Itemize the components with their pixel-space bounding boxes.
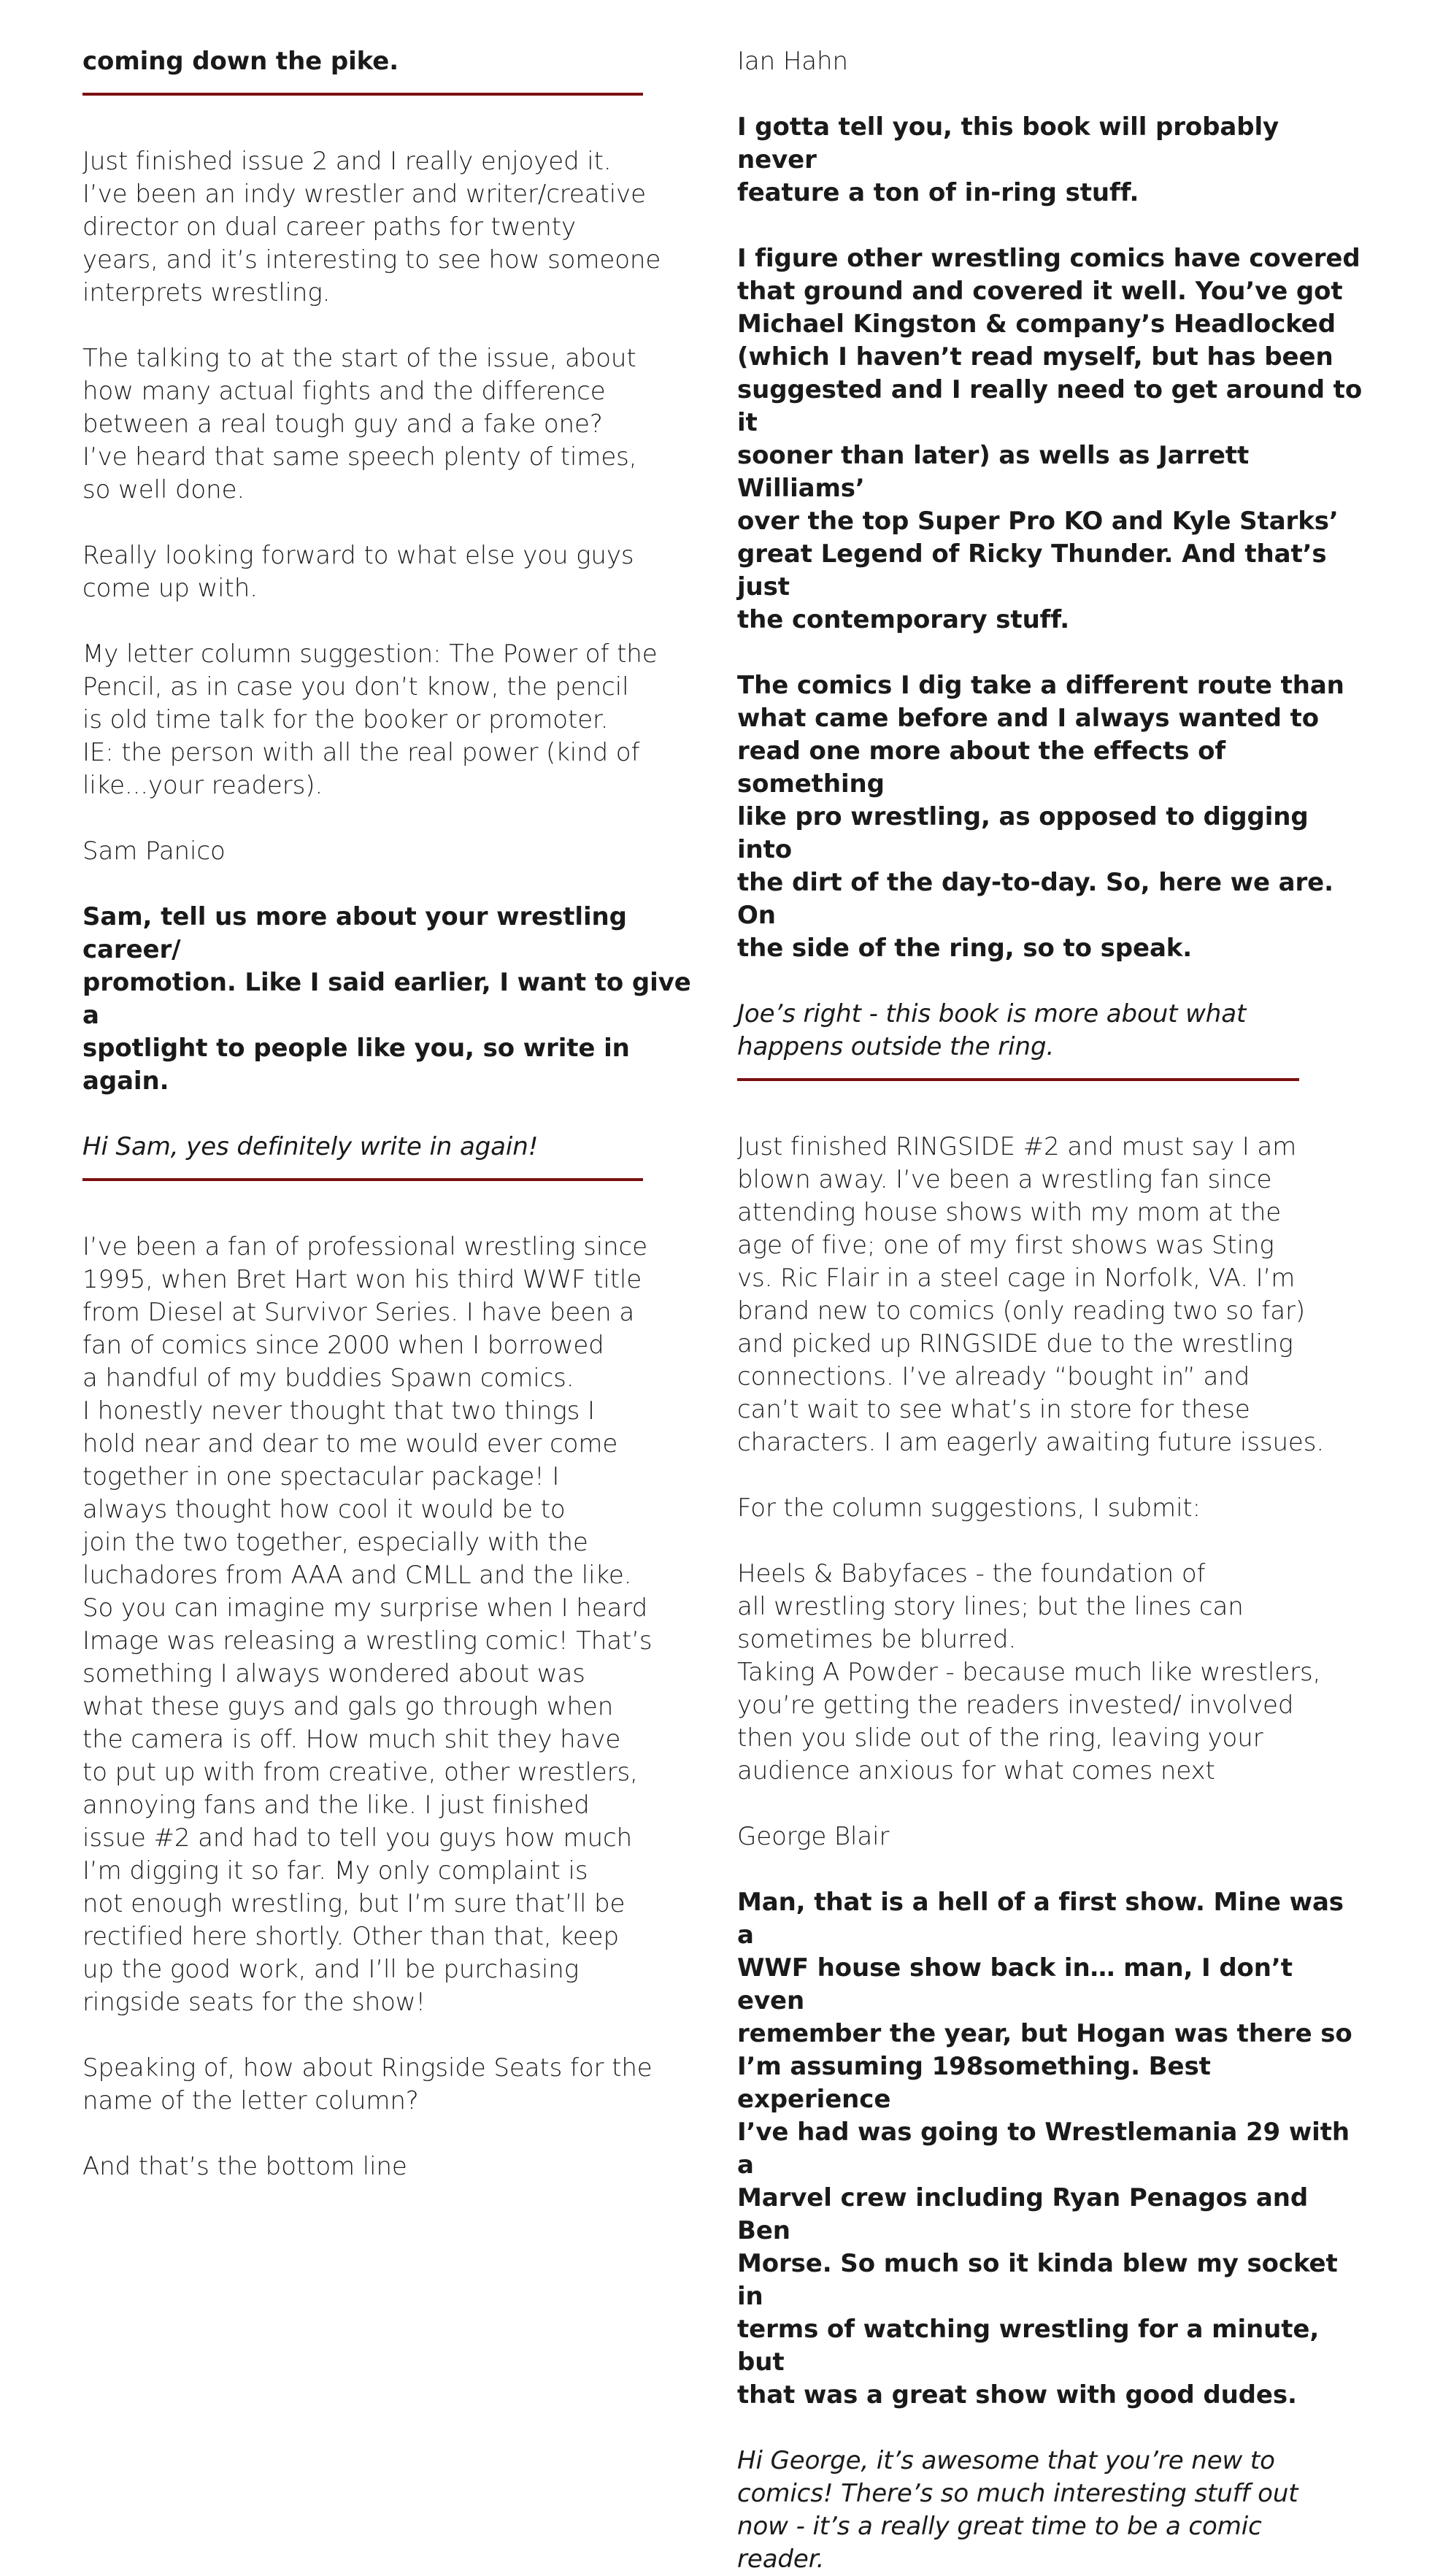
editor-reply-bold: I figure other wrestling comics have covered that ground and covered it well. You’ve got Michael Kingston & company’s Headlocked (which I haven’t read myself, but has been suggested and I really need to get around to it sooner than later) as wells as Jarrett Williams’ over the top Super Pro KO and Kyle Starks’ great Legend of Ricky Thunder. And that’s just the contemporary stuff.: [737, 244, 1363, 634]
editor-reply-italic: Hi George, it’s awesome that you’re new to comics! There’s so much interesting stuff out now - it’s a really great time to be a comic reader.: [737, 2446, 1298, 2574]
right-column: [737, 45, 1365, 2576]
letter-paragraph: Heels & Babyfaces - the foundation of all wrestling story lines; but the lines can sometimes be blurred. Taking A Powder - because much like wrestlers, you’re getting the readers invested/ involved then you slide out of the ring, leaving your audience anxious for what comes next: [737, 1559, 1321, 1785]
section-divider: [82, 1178, 643, 1181]
letter-signature: George Blair: [737, 1822, 890, 1851]
editor-reply-bold: The comics I dig take a different route than what came before and I always wanted to read one more about the effects of something like pro wrestling, as opposed to digging into the dirt of the day-to-day. So, here we are. On the side of the ring, so to speak.: [737, 671, 1344, 963]
letter-paragraph: Just finished RINGSIDE #2 and must say I am blown away. I’ve been a wrestling fan since attending house shows with my mom at the age of five; one of my first shows was Sting vs. Ric Flair in a steel cage in Norfolk, VA. I’m brand new to comics (only reading two so far) and picked up RINGSIDE due to the wrestling connections. I’ve already “bought in” and can’t wait to see what’s in store for these characters. I am eagerly awaiting future issues.: [737, 1132, 1325, 1457]
letter-paragraph: Really looking forward to what else you guys come up with.: [82, 541, 634, 603]
letter-signature: Ian Hahn: [737, 47, 848, 76]
letter-paragraph: Just finished issue 2 and I really enjoyed it. I’ve been an indy wrestler and writer/creative director on dual career paths for twenty years, and it’s interesting to see how someone interprets wrestling.: [82, 147, 661, 307]
editor-reply-bold: Sam, tell us more about your wrestling career/ promotion. Like I said earlier, I want to give a spotlight to people like you, so write in again.: [82, 902, 691, 1096]
section-divider: [82, 93, 643, 96]
continued-reply-text: coming down the pike.: [82, 47, 399, 76]
letter-paragraph: Speaking of, how about Ringside Seats for the name of the letter column?: [82, 2053, 653, 2115]
letter-paragraph: For the column suggestions, I submit:: [737, 1493, 1201, 1523]
letter-paragraph: And that’s the bottom line: [82, 2152, 407, 2181]
letter-paragraph: I’ve been a fan of professional wrestling since 1995, when Bret Hart won his third WWF title from Diesel at Survivor Series. I have been a fan of comics since 2000 when I borrowed a handful of my buddies Spawn comics. I honestly never thought that two things I hold near and dear to me would ever come together in one spectacular package! I always thought how cool it would be to join the two together, especially with the luchadores from AAA and CMLL and the like. So you can imagine my surprise when I heard Image was releasing a wrestling comic! That’s something I always wondered about was what these guys and gals go through when the camera is off. How much shit they have to put up with from creative, other wrestlers, annoying fans and the like. I just finished issue #2 and had to tell you guys how much I’m digging it so far. My only complaint is not enough wrestling, but I’m sure that’ll be rectified here shortly. Other than that, keep up the good work, and I’ll be purchasing ringside seats for the show!: [82, 1232, 653, 2017]
letter-paragraph: My letter column suggestion: The Power of the Pencil, as in case you don’t know, the pencil is old time talk for the booker or promoter. IE: the person with all the real power (kind of like...your readers).: [82, 639, 658, 800]
editor-reply-bold: Man, that is a hell of a first show. Mine was a WWF house show back in… man, I don’t even remember the year, but Hogan was there so I’m assuming 198something. Best experience I’ve had was going to Wrestlemania 29 with a Marvel crew including Ryan Penagos and Ben Morse. So much so it kinda blew my socket in terms of watching wrestling for a minute, but that was a great show with good dudes.: [737, 1888, 1352, 2410]
letter-signature: Sam Panico: [82, 837, 226, 866]
editor-reply-italic: Hi Sam, yes definitely write in again!: [82, 1132, 539, 1161]
section-divider: [737, 1078, 1299, 1081]
editor-reply-bold: I gotta tell you, this book will probably never feature a ton of in-ring stuff.: [737, 112, 1279, 207]
editor-reply-italic: Joe’s right - this book is more about what happens outside the ring.: [737, 999, 1247, 1061]
left-column: [82, 45, 710, 2183]
letter-paragraph: The talking to at the start of the issue, about how many actual fights and the difference between a real tough guy and a fake one? I’ve heard that same speech plenty of times, so well done.: [82, 344, 637, 504]
